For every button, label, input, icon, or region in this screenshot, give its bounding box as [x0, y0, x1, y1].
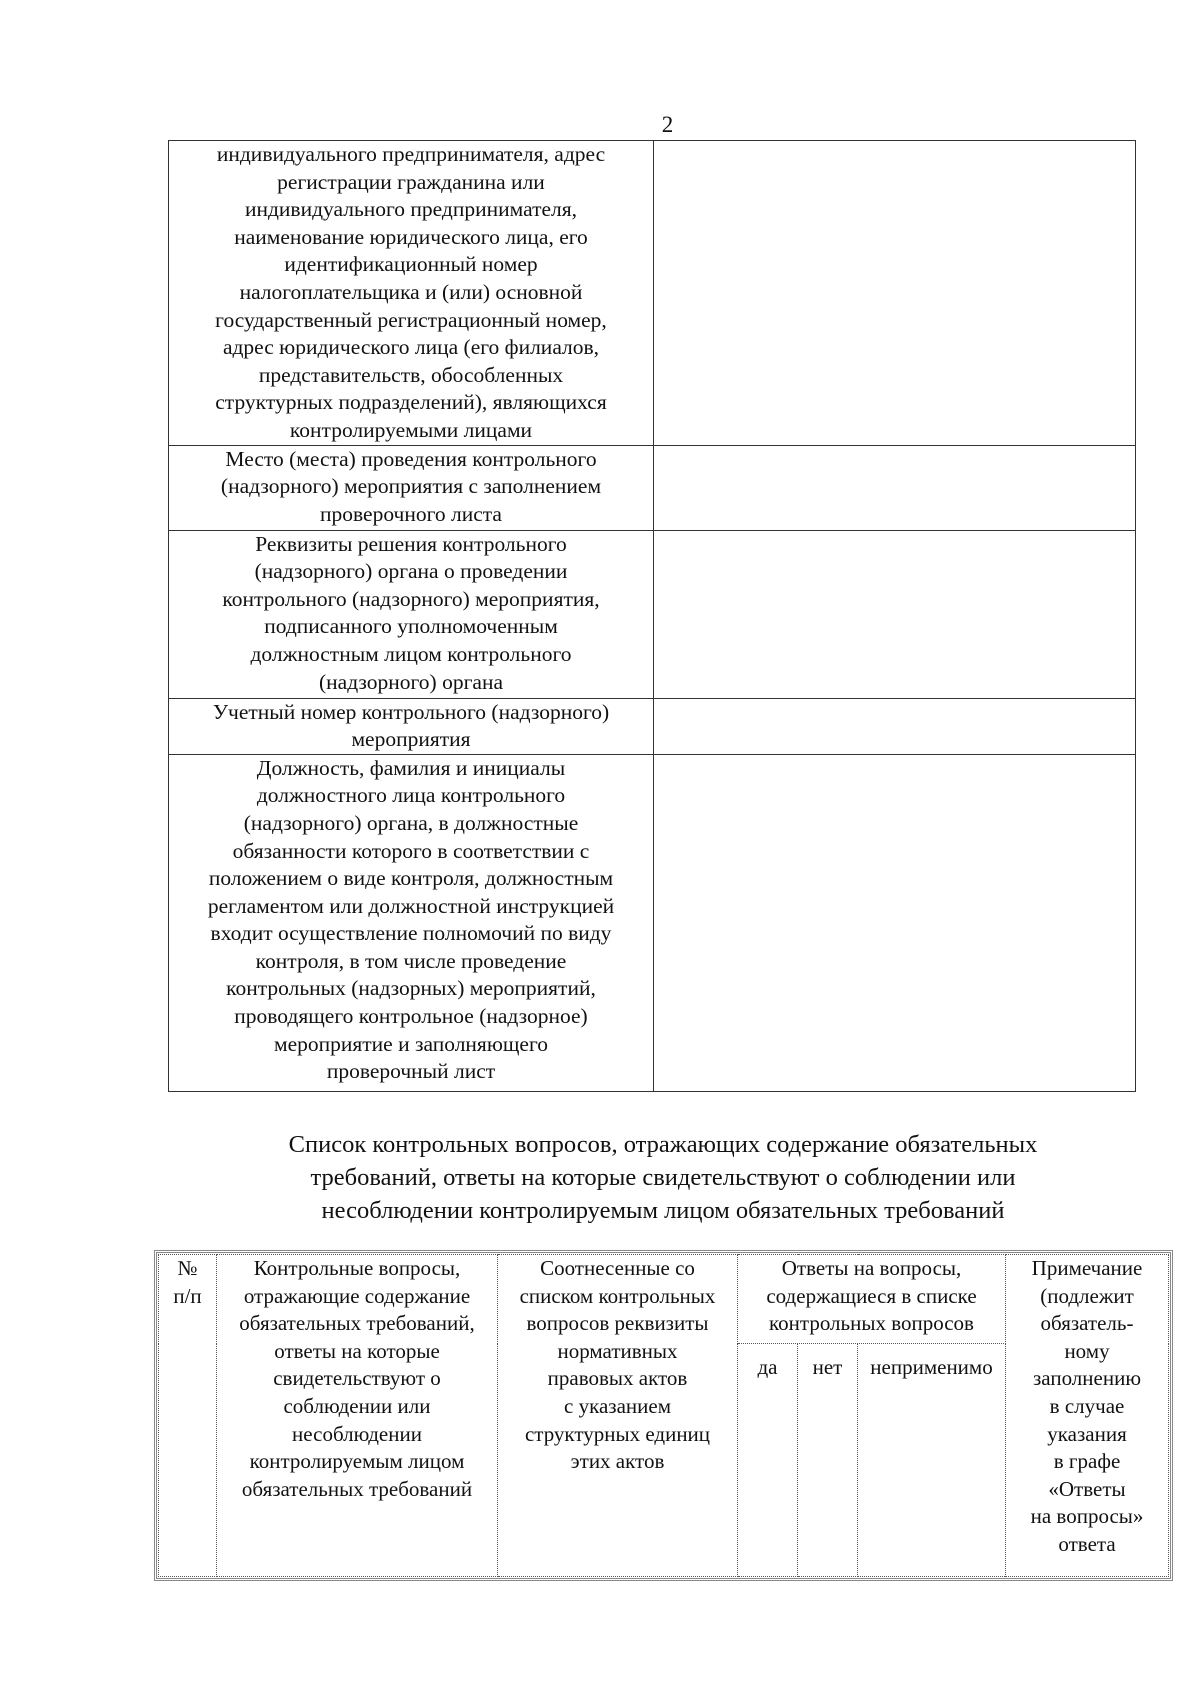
inspection-details-table — [168, 140, 1136, 1092]
row-value-field[interactable] — [654, 445, 1136, 530]
table-header-row — [159, 1255, 1169, 1344]
table-row — [169, 445, 1136, 530]
page-number: 2 — [661, 112, 674, 137]
column-header-yes: да — [738, 1344, 798, 1577]
column-header-answers: Ответы на вопросы, содержащиеся в списке контрольных вопросов — [738, 1255, 1006, 1344]
column-header-questions: Контрольные вопросы, отражающие содержание обязательных требований, ответы на которые свидетельствуют о соблюдении или несоблюдении контролируемым лицом обязательных требований — [217, 1255, 498, 1577]
row-value-field[interactable] — [654, 698, 1136, 754]
table-row — [169, 754, 1136, 1091]
row-label: Место (места) проведения контрольного (надзорного) мероприятия с заполнением проверочного листа — [169, 445, 654, 530]
column-header-number: № п/п — [159, 1255, 217, 1577]
row-value-field[interactable] — [654, 141, 1136, 446]
column-header-no: нет — [798, 1344, 858, 1577]
row-label: Учетный номер контрольного (надзорного) мероприятия — [169, 698, 654, 754]
column-header-note: Примечание (подлежит обязатель- ному заполнению в случае указания в графе «Ответы на вопросы» ответа — [1006, 1255, 1169, 1577]
section-title: Список контрольных вопросов, отражающих содержание обязательных требований, ответы на которые свидетельствуют о соблюдении или несоблюдении контролируемым лицом обязательных требований — [288, 1131, 1038, 1224]
column-header-not-applicable: неприменимо — [858, 1344, 1006, 1577]
row-value-field[interactable] — [654, 530, 1136, 698]
table-row — [169, 141, 1136, 446]
row-value-field[interactable] — [654, 754, 1136, 1091]
table-row — [169, 530, 1136, 698]
column-header-legal-acts: Соотнесенные со списком контрольных вопросов реквизиты нормативных правовых актов с указанием структурных единиц этих актов — [498, 1255, 738, 1577]
row-label: Реквизиты решения контрольного (надзорного) органа о проведении контрольного (надзорного) мероприятия, подписанного уполномоченным должностным лицом контрольного (надзорного) органа — [169, 530, 654, 698]
table-row — [169, 698, 1136, 754]
row-label: Должность, фамилия и инициалы должностного лица контрольного (надзорного) органа, в должностные обязанности которого в соответствии с положением о виде контроля, должностным регламентом или должностной инструкцией входит осуществление полномочий по виду контроля, в том числе проведение контрольных (надзорных) мероприятий, проводящего контрольное (надзорное) мероприятие и заполняющего проверочный лист — [169, 754, 654, 1091]
control-questions-table — [158, 1254, 1169, 1577]
row-label: индивидуального предпринимателя, адрес регистрации гражданина или индивидуального предпринимателя, наименование юридического лица, его идентификационный номер налогоплательщика и (или) основной государственный регистрационный номер, адрес юридического лица (его филиалов, представительств, обособленных структурных подразделений), являющихся контролируемыми лицами — [169, 141, 654, 446]
